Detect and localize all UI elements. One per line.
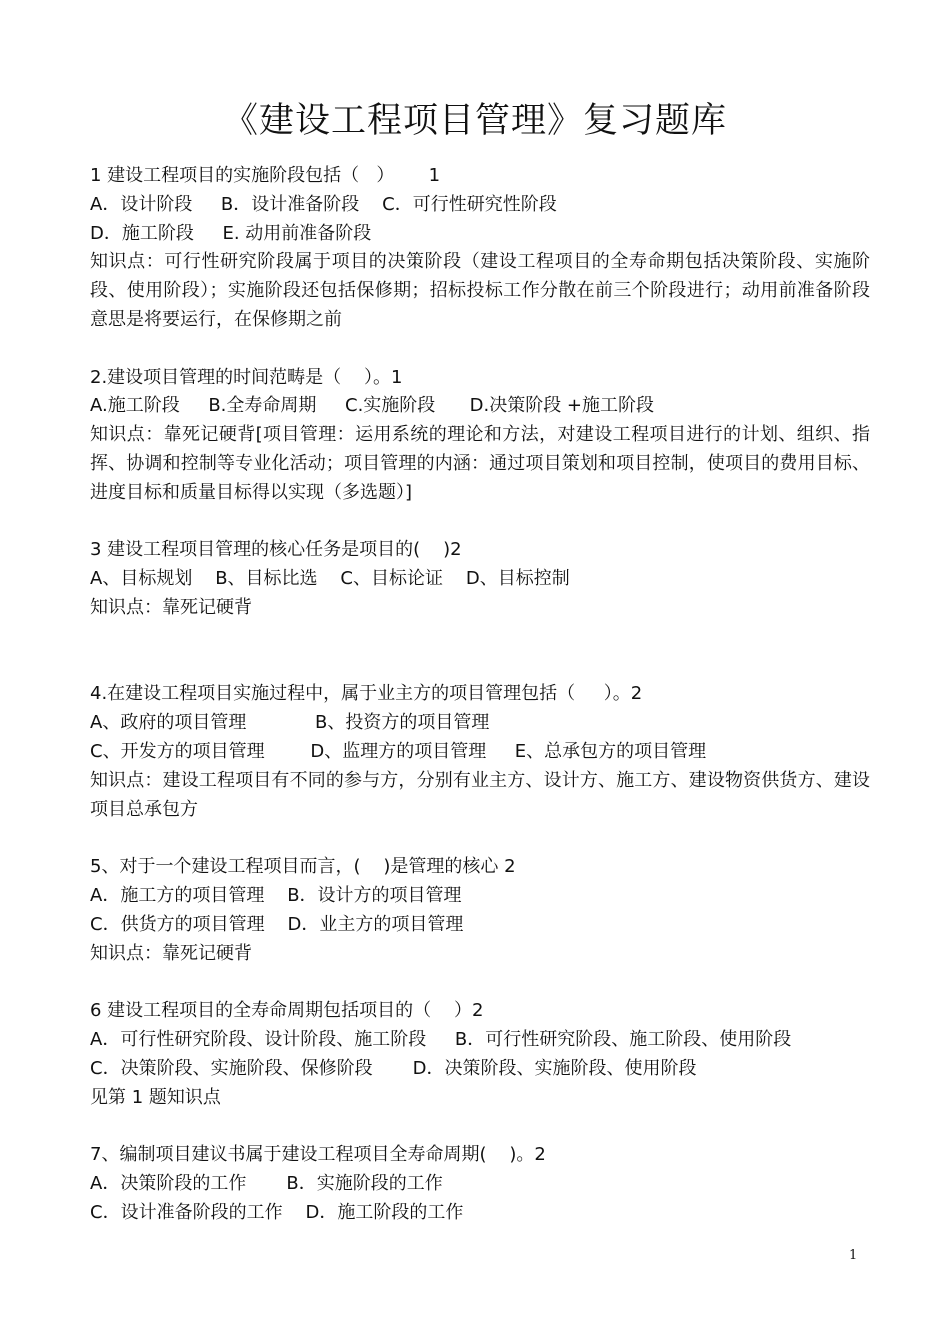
option-line: A．设计阶段 B．设计准备阶段 C．可行性研究性阶段: [90, 193, 557, 215]
option-line: C．决策阶段、实施阶段、保修阶段 D．决策阶段、实施阶段、使用阶段: [90, 1057, 697, 1079]
question-6: [90, 997, 870, 1112]
question-stem: 7、编制项目建议书属于建设工程项目全寿命周期( )。2: [90, 1144, 546, 1166]
option-line: C、开发方的项目管理 D、监理方的项目管理 E、总承包方的项目管理: [90, 740, 707, 762]
knowledge-note: 见第 1 题知识点: [90, 1086, 221, 1108]
option-line: A、政府的项目管理 B、投资方的项目管理: [90, 712, 490, 734]
knowledge-note: 知识点：靠死记硬背: [90, 942, 252, 964]
question-stem: 6 建设工程项目的全寿命周期包括项目的（ ）2: [90, 1000, 484, 1022]
option-line: C．设计准备阶段的工作 D．施工阶段的工作: [90, 1201, 464, 1223]
question-stem: 5、对于一个建设工程项目而言，( )是管理的核心 2: [90, 856, 516, 878]
option-line: A．施工方的项目管理 B．设计方的项目管理: [90, 884, 462, 906]
spacer: [90, 1112, 870, 1141]
spacer: [90, 335, 870, 364]
option-line: A.施工阶段 B.全寿命周期 C.实施阶段 D.决策阶段 +施工阶段: [90, 395, 655, 417]
spacer: [90, 508, 870, 537]
spacer: [90, 824, 870, 853]
option-line: D．施工阶段 E. 动用前准备阶段: [90, 222, 372, 244]
question-3: [90, 536, 870, 622]
knowledge-note: 知识点：可行性研究阶段属于项目的决策阶段（建设工程项目的全寿命期包括决策阶段、实施阶段、使用阶段）；实施阶段还包括保修期；招标投标工作分散在前三个阶段进行；动用前准备阶段意思是将要运行，在保修期之前: [90, 251, 870, 330]
question-7: [90, 1141, 870, 1227]
question-stem: 4.在建设工程项目实施过程中，属于业主方的项目管理包括（ ）。2: [90, 683, 643, 705]
question-stem: 2.建设项目管理的时间范畴是（ ）。1: [90, 366, 403, 388]
question-1: [90, 162, 870, 335]
question-stem: 1 建设工程项目的实施阶段包括（ ） 1: [90, 165, 441, 186]
option-line: A．决策阶段的工作 B．实施阶段的工作: [90, 1172, 443, 1194]
spacer: [90, 968, 870, 997]
option-line: A．可行性研究阶段、设计阶段、施工阶段 B．可行性研究阶段、施工阶段、使用阶段: [90, 1028, 792, 1050]
spacer: [90, 623, 870, 681]
question-2: [90, 364, 870, 508]
question-4: [90, 680, 870, 824]
question-list: [90, 162, 870, 1227]
page-number: 1: [849, 1248, 858, 1263]
document-title: 《建设工程项目管理》复习题库: [222, 101, 727, 141]
option-line: C．供货方的项目管理 D．业主方的项目管理: [90, 913, 464, 935]
knowledge-note: 知识点：建设工程项目有不同的参与方，分别有业主方、设计方、施工方、建设物资供货方、建设项目总承包方: [90, 769, 870, 820]
question-stem: 3 建设工程项目管理的核心任务是项目的( )2: [90, 539, 462, 561]
question-5: [90, 853, 870, 968]
knowledge-note: 知识点：靠死记硬背[项目管理：运用系统的理论和方法，对建设工程项目进行的计划、组织、指挥、协调和控制等专业化活动；项目管理的内涵：通过项目策划和项目控制，使项目的费用目标、进度目标和质量目标得以实现（多选题）]: [90, 424, 870, 503]
knowledge-note: 知识点：靠死记硬背: [90, 596, 252, 618]
option-line: A、目标规划 B、目标比选 C、目标论证 D、目标控制: [90, 568, 570, 590]
